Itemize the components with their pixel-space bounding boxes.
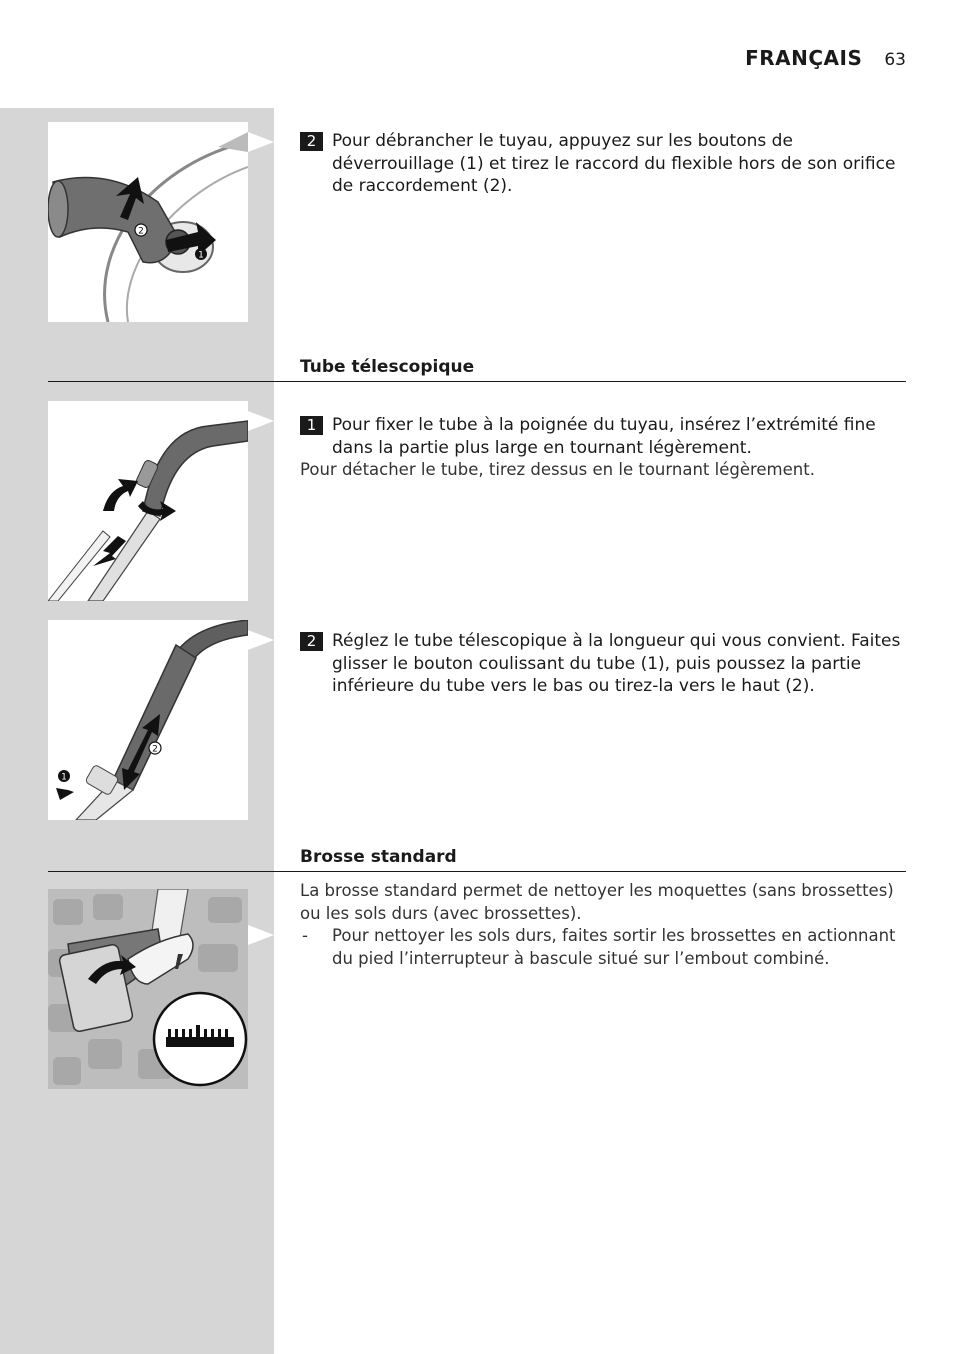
bullet-item bbox=[300, 925, 906, 970]
section-rule bbox=[48, 381, 906, 382]
note-text: Pour détacher le tube, tirez dessus en le tournant légèrement. bbox=[300, 460, 815, 479]
section-title-brush: Brosse standard bbox=[300, 847, 457, 867]
illustration-hose-detach bbox=[48, 122, 248, 322]
figure-pointer bbox=[248, 630, 274, 650]
marker-1: 1 bbox=[198, 250, 204, 261]
language-label: FRANÇAIS bbox=[745, 46, 863, 70]
step-text: Pour débrancher le tuyau, appuyez sur les boutons de déverrouillage (1) et tirez le raccord du flexible hors de son orifice de raccordement (2). bbox=[332, 131, 896, 196]
figure-pointer bbox=[248, 925, 274, 945]
block-tube-adjust bbox=[300, 630, 906, 698]
step-number: 2 bbox=[300, 632, 323, 651]
marker-1: 1 bbox=[61, 772, 67, 783]
illustration-tube-attach bbox=[48, 401, 248, 601]
figure-pointer bbox=[248, 411, 274, 431]
step-item bbox=[300, 414, 906, 459]
bullet-dash: - bbox=[302, 926, 308, 945]
figure-pointer bbox=[248, 132, 274, 152]
section-rule bbox=[48, 871, 906, 872]
block-hose-detach bbox=[300, 130, 906, 198]
bullet-text: Pour nettoyer les sols durs, faites sortir les brossettes en actionnant du pied l’interrupteur à bascule situé sur l’embout combiné. bbox=[332, 926, 896, 968]
section-title-telescopic: Tube télescopique bbox=[300, 357, 475, 377]
marker-2: 2 bbox=[152, 744, 158, 755]
block-tube-attach bbox=[300, 414, 906, 482]
block-brush bbox=[300, 880, 906, 970]
step-item bbox=[300, 630, 906, 698]
illustration-tube-adjust bbox=[48, 620, 248, 820]
page-header bbox=[745, 46, 906, 70]
step-text: Réglez le tube télescopique à la longueur qui vous convient. Faites glisser le bouton coulissant du tube (1), puis poussez la partie inférieure du tube vers le bas ou tirez-la vers le haut (2). bbox=[332, 631, 901, 696]
intro-text: La brosse standard permet de nettoyer les moquettes (sans brossettes) ou les sols durs (avec brossettes). bbox=[300, 881, 894, 923]
illustration-brush bbox=[48, 889, 248, 1089]
marker-2: 2 bbox=[138, 226, 144, 237]
step-item bbox=[300, 130, 906, 198]
step-number: 2 bbox=[300, 132, 323, 151]
step-number: 1 bbox=[300, 416, 323, 435]
page-number: 63 bbox=[884, 50, 906, 70]
step-text: Pour fixer le tube à la poignée du tuyau, insérez l’extrémité fine dans la partie plus large en tournant légèrement. bbox=[332, 415, 876, 458]
